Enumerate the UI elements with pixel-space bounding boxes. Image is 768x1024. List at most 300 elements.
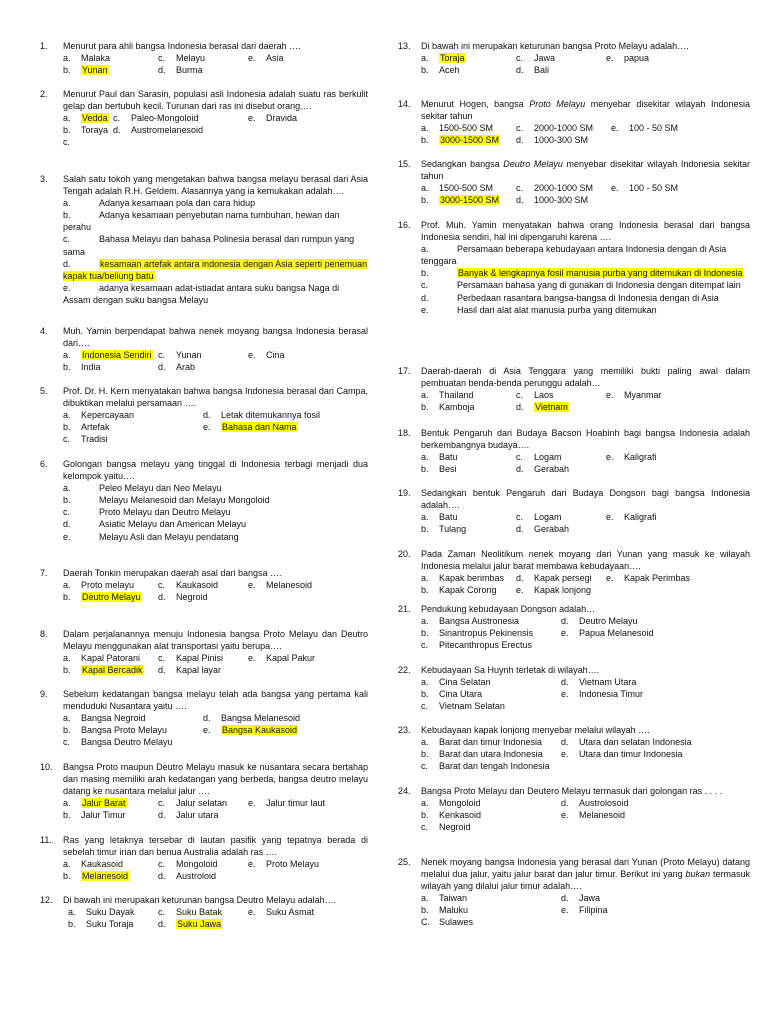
answer-option[interactable] bbox=[516, 52, 555, 64]
answer-option[interactable] bbox=[516, 463, 569, 475]
answer-option[interactable] bbox=[516, 523, 569, 535]
option-row bbox=[63, 282, 368, 306]
option-text: Suku Asmat bbox=[266, 907, 315, 918]
option-letter: b. bbox=[421, 689, 429, 700]
highlighted-answer: 3000-1500 SM bbox=[440, 135, 500, 146]
answer-option[interactable] bbox=[68, 906, 135, 918]
answer-option[interactable] bbox=[158, 918, 222, 930]
answer-option[interactable] bbox=[63, 433, 108, 445]
answer-option[interactable] bbox=[63, 198, 255, 208]
option-text: papua bbox=[624, 53, 650, 64]
option-text: Arab bbox=[176, 362, 196, 373]
option-text: Melanesoid bbox=[579, 810, 626, 821]
option-text: Kepercayaan bbox=[81, 410, 135, 421]
answer-option[interactable] bbox=[421, 615, 519, 627]
question-number: 18. bbox=[398, 428, 411, 438]
answer-option[interactable] bbox=[421, 904, 468, 916]
option-text: Proto melayu bbox=[81, 580, 135, 591]
option-text: Vietnam Utara bbox=[579, 677, 637, 688]
option-letter: a. bbox=[63, 198, 71, 209]
answer-option[interactable] bbox=[248, 906, 314, 918]
option-row bbox=[63, 209, 368, 233]
answer-option[interactable] bbox=[158, 870, 216, 882]
answer-option[interactable] bbox=[516, 182, 593, 194]
answer-option[interactable] bbox=[606, 52, 649, 64]
option-row bbox=[63, 858, 368, 870]
option-row bbox=[63, 591, 368, 603]
answer-option[interactable] bbox=[421, 134, 500, 146]
option-letter: b. bbox=[421, 464, 429, 475]
question-item bbox=[40, 567, 368, 603]
option-letter: d. bbox=[516, 195, 524, 206]
option-letter: a. bbox=[63, 713, 71, 724]
answer-option[interactable] bbox=[561, 748, 683, 760]
answer-option[interactable] bbox=[63, 409, 134, 421]
answer-options bbox=[421, 451, 750, 475]
option-row bbox=[63, 52, 368, 64]
answer-option[interactable] bbox=[421, 194, 500, 206]
answer-option[interactable] bbox=[516, 389, 554, 401]
answer-option[interactable] bbox=[63, 210, 340, 232]
option-letter: b. bbox=[63, 725, 71, 736]
answer-option[interactable] bbox=[63, 495, 270, 505]
answer-option[interactable] bbox=[63, 797, 127, 809]
answer-option[interactable] bbox=[63, 591, 142, 603]
answer-option[interactable] bbox=[158, 64, 203, 76]
answer-option[interactable] bbox=[158, 349, 202, 361]
option-text: Bali bbox=[534, 65, 550, 76]
option-text: Mongoloid bbox=[439, 798, 481, 809]
highlighted-answer: Suku Jawa bbox=[177, 919, 222, 930]
option-row bbox=[63, 349, 368, 361]
option-letter: d. bbox=[561, 737, 569, 748]
answer-option[interactable] bbox=[421, 916, 473, 928]
question-stem: Pendukung kebudayaan Dongson adalah… bbox=[421, 604, 596, 614]
option-text: Asia bbox=[266, 53, 284, 64]
highlighted-answer: Vietnam bbox=[535, 402, 568, 413]
answer-option[interactable] bbox=[421, 280, 741, 290]
option-row bbox=[63, 870, 368, 882]
question-number: 5. bbox=[40, 386, 48, 396]
question-stem: Daerah-daerah di Asia Tenggara yang memiliki bukti paling awal dalam pembuatan benda-benda perunggu adalah… bbox=[421, 366, 750, 389]
answer-options bbox=[421, 736, 750, 772]
answer-option[interactable] bbox=[158, 797, 227, 809]
answer-option[interactable] bbox=[421, 244, 726, 266]
answer-option[interactable] bbox=[516, 572, 592, 584]
question-item bbox=[40, 894, 368, 930]
answer-option[interactable] bbox=[248, 112, 297, 124]
answer-option[interactable] bbox=[516, 401, 569, 413]
answer-option[interactable] bbox=[421, 639, 532, 651]
option-letter: e. bbox=[611, 183, 619, 194]
answer-option[interactable] bbox=[606, 511, 657, 523]
option-text: Proto Melayu dan Deutro Melayu bbox=[99, 507, 231, 518]
answer-option[interactable] bbox=[63, 724, 167, 736]
answer-option[interactable] bbox=[421, 892, 467, 904]
answer-option[interactable] bbox=[63, 809, 126, 821]
option-text: Barat dan utara Indonesia bbox=[439, 749, 543, 760]
answer-option[interactable] bbox=[561, 627, 654, 639]
answer-option[interactable] bbox=[248, 579, 312, 591]
option-row bbox=[421, 627, 750, 639]
option-text: Jalur timur laut bbox=[266, 798, 326, 809]
answer-option[interactable] bbox=[561, 676, 636, 688]
question-stem: Kebudayaan Sa Huynh terletak di wilayah…. bbox=[421, 665, 600, 675]
answer-option[interactable] bbox=[63, 64, 109, 76]
option-text: Austrolosoid bbox=[579, 798, 629, 809]
option-text: Melanesoid bbox=[266, 580, 313, 591]
option-text: Logam bbox=[534, 512, 562, 523]
answer-option[interactable] bbox=[421, 688, 482, 700]
option-text: Negroid bbox=[176, 592, 208, 603]
answer-option[interactable] bbox=[421, 627, 533, 639]
answer-option[interactable] bbox=[63, 870, 129, 882]
answer-option[interactable] bbox=[248, 858, 319, 870]
option-row bbox=[63, 136, 368, 148]
answer-option[interactable] bbox=[63, 579, 134, 591]
option-text: Burma bbox=[176, 65, 203, 76]
stem-text: Nenek moyang bangsa Indonesia yang berasal dari Yunan (Proto Melayu) datang melalui dua jalur, yaitu jalur barat dan jalur timur. Berikut ini yang bbox=[421, 857, 750, 880]
option-text: Laos bbox=[534, 390, 554, 401]
option-row bbox=[63, 197, 368, 209]
option-letter: d. bbox=[203, 410, 211, 421]
question-item bbox=[40, 628, 368, 676]
option-letter: e. bbox=[248, 113, 256, 124]
highlighted-answer: Bangsa Kaukasoid bbox=[222, 725, 298, 736]
option-row bbox=[63, 482, 368, 494]
option-text: Kapak berimbas bbox=[439, 573, 505, 584]
question-stem: Bangsa Proto Melayu dan Deutero Melayu termasuk dari golongan ras . . . . bbox=[421, 786, 723, 796]
option-letter: b. bbox=[63, 495, 71, 506]
option-row bbox=[421, 182, 750, 194]
option-text: Jawa bbox=[579, 893, 601, 904]
answer-option[interactable] bbox=[248, 52, 284, 64]
option-letter: a. bbox=[421, 244, 429, 255]
answer-option[interactable] bbox=[421, 401, 475, 413]
option-row bbox=[421, 267, 750, 279]
answer-option[interactable] bbox=[158, 906, 222, 918]
answer-option[interactable] bbox=[611, 182, 678, 194]
answer-option[interactable] bbox=[421, 700, 505, 712]
answer-option[interactable] bbox=[561, 797, 629, 809]
option-letter: b. bbox=[421, 810, 429, 821]
question-stem: Sedangkan bentuk Pengaruh dari Budaya Dongson bagi bangsa Indonesia adalah…. bbox=[421, 488, 750, 511]
answer-option[interactable] bbox=[63, 112, 109, 124]
answer-option[interactable] bbox=[516, 122, 593, 134]
answer-option[interactable] bbox=[516, 64, 549, 76]
answer-option[interactable] bbox=[516, 584, 591, 596]
answer-option[interactable] bbox=[113, 112, 199, 124]
option-letter: a. bbox=[421, 512, 429, 523]
highlighted-answer: Toraja bbox=[440, 53, 465, 64]
question-item bbox=[398, 219, 750, 316]
highlighted-answer: Deutro Melayu bbox=[82, 592, 141, 603]
answer-option[interactable] bbox=[421, 511, 458, 523]
question-stem: Di bawah ini merupakan keturunan bangsa Deutro Melayu adalah…. bbox=[63, 895, 337, 905]
answer-option[interactable] bbox=[63, 234, 354, 256]
option-letter: e. bbox=[561, 628, 569, 639]
option-letter: b. bbox=[63, 362, 71, 373]
answer-option[interactable] bbox=[203, 724, 298, 736]
option-text: 2000-1000 SM bbox=[534, 183, 594, 194]
answer-option[interactable] bbox=[421, 748, 543, 760]
option-text: Bahasa Melayu dan bahasa Polinesia berasal dari rumpun yang sama bbox=[63, 234, 355, 257]
answer-option[interactable] bbox=[421, 52, 466, 64]
option-text: Utara dan selatan Indonesia bbox=[579, 737, 692, 748]
answer-option[interactable] bbox=[63, 124, 108, 136]
answer-option[interactable] bbox=[158, 361, 195, 373]
answer-option[interactable] bbox=[421, 64, 460, 76]
option-text: Kapak Perimbas bbox=[624, 573, 691, 584]
answer-option[interactable] bbox=[561, 809, 625, 821]
answer-option[interactable] bbox=[113, 124, 203, 136]
option-letter: c. bbox=[158, 53, 166, 64]
answer-option[interactable] bbox=[63, 712, 146, 724]
option-letter: a. bbox=[421, 798, 429, 809]
option-letter: e. bbox=[203, 422, 211, 433]
option-letter: d. bbox=[158, 919, 166, 930]
option-text: Sinantropus Pekinensis bbox=[439, 628, 534, 639]
option-letter: c. bbox=[113, 113, 121, 124]
question-item bbox=[40, 88, 368, 148]
question-number: 4. bbox=[40, 326, 48, 336]
answer-option[interactable] bbox=[158, 579, 218, 591]
option-text: Melayu Melanesoid dan Melayu Mongoloid bbox=[99, 495, 270, 506]
answer-option[interactable] bbox=[63, 259, 367, 281]
answer-option[interactable] bbox=[516, 194, 588, 206]
answer-option[interactable] bbox=[421, 797, 481, 809]
highlighted-answer: Bahasa dan Nama bbox=[222, 422, 297, 433]
answer-option[interactable] bbox=[561, 892, 600, 904]
option-letter: a. bbox=[63, 653, 71, 664]
option-letter: e. bbox=[421, 304, 429, 315]
answer-option[interactable] bbox=[203, 421, 298, 433]
highlighted-answer: Indonesia Sendiri bbox=[82, 350, 152, 361]
stem-emphasis: Proto Melayu bbox=[529, 99, 586, 109]
answer-option[interactable] bbox=[516, 511, 562, 523]
option-row bbox=[421, 243, 750, 267]
answer-option[interactable] bbox=[516, 134, 588, 146]
answer-option[interactable] bbox=[421, 122, 493, 134]
answer-option[interactable] bbox=[421, 451, 458, 463]
option-letter: b. bbox=[421, 524, 429, 535]
option-text: Persamaan beberapa kebudayaan antara Indonesia dengan di Asia tenggara bbox=[421, 244, 727, 267]
answer-option[interactable] bbox=[63, 136, 81, 148]
answer-option[interactable] bbox=[611, 122, 678, 134]
option-letter: d. bbox=[203, 713, 211, 724]
option-text: 2000-1000 SM bbox=[534, 123, 594, 134]
question-stem bbox=[421, 98, 750, 122]
answer-option[interactable] bbox=[248, 652, 315, 664]
option-row bbox=[63, 421, 368, 433]
answer-option[interactable] bbox=[158, 591, 208, 603]
option-text: Cina bbox=[266, 350, 285, 361]
option-letter: c. bbox=[63, 737, 71, 748]
option-letter: d. bbox=[516, 65, 524, 76]
option-letter: d. bbox=[561, 677, 569, 688]
answer-option[interactable] bbox=[421, 676, 491, 688]
answer-option[interactable] bbox=[248, 797, 325, 809]
answer-option[interactable] bbox=[421, 305, 657, 315]
option-text: Cina Utara bbox=[439, 689, 483, 700]
answer-option[interactable] bbox=[68, 918, 133, 930]
answer-option[interactable] bbox=[63, 652, 140, 664]
answer-options bbox=[63, 906, 368, 930]
question-number: 16. bbox=[398, 220, 411, 230]
answer-option[interactable] bbox=[63, 361, 101, 373]
answer-option[interactable] bbox=[561, 736, 692, 748]
option-letter: e. bbox=[248, 350, 256, 361]
highlighted-answer: 3000-1500 SM bbox=[440, 195, 500, 206]
option-text: Kapak persegi bbox=[534, 573, 592, 584]
answer-option[interactable] bbox=[421, 809, 481, 821]
answer-option[interactable] bbox=[158, 664, 221, 676]
answer-option[interactable] bbox=[561, 688, 643, 700]
option-text: Pitecanthropus Erectus bbox=[439, 640, 533, 651]
answer-options bbox=[421, 797, 750, 833]
question-item bbox=[398, 487, 750, 535]
question-item bbox=[398, 40, 750, 76]
option-letter: a. bbox=[421, 183, 429, 194]
highlighted-answer: kesamaan artefak antara indonesia dengan Asia seperti penemuan kapak tua/beliung batu bbox=[63, 258, 368, 281]
option-letter: c. bbox=[421, 280, 429, 291]
answer-option[interactable] bbox=[421, 463, 457, 475]
question-number: 22. bbox=[398, 665, 411, 675]
answer-option[interactable] bbox=[421, 523, 466, 535]
answer-option[interactable] bbox=[63, 283, 339, 305]
option-letter: a. bbox=[63, 410, 71, 421]
option-row bbox=[421, 821, 750, 833]
answer-option[interactable] bbox=[63, 519, 246, 529]
question-item bbox=[40, 40, 368, 76]
answer-option[interactable] bbox=[606, 572, 690, 584]
option-letter: b. bbox=[63, 665, 71, 676]
option-text: 1000-300 SM bbox=[534, 135, 589, 146]
answer-options bbox=[421, 615, 750, 651]
answer-option[interactable] bbox=[421, 268, 744, 278]
option-letter: d. bbox=[516, 573, 524, 584]
answer-option[interactable] bbox=[63, 52, 110, 64]
option-letter: b. bbox=[63, 125, 71, 136]
option-text: Yunan bbox=[176, 350, 202, 361]
option-text: Kamboja bbox=[439, 402, 475, 413]
option-letter: a. bbox=[421, 452, 429, 463]
answer-options bbox=[421, 389, 750, 413]
answer-option[interactable] bbox=[606, 389, 662, 401]
question-stem: Menurut Paul dan Sarasin, populasi asli Indonesia adalah suatu ras berkulit gelap dan bertubuh kecil. Turunan dari ras ini disebut orang…. bbox=[63, 89, 368, 112]
option-letter: d. bbox=[561, 893, 569, 904]
option-text: Kaligrafi bbox=[624, 512, 657, 523]
option-letter: a. bbox=[421, 573, 429, 584]
answer-option[interactable] bbox=[158, 52, 205, 64]
option-row bbox=[421, 122, 750, 134]
option-text: Bangsa Negroid bbox=[81, 713, 146, 724]
option-text: Kenkasoid bbox=[439, 810, 482, 821]
option-letter: a. bbox=[63, 483, 71, 494]
option-letter: c. bbox=[516, 53, 524, 64]
option-row bbox=[421, 584, 750, 596]
option-text: Papua Melanesoid bbox=[579, 628, 654, 639]
question-item bbox=[398, 427, 750, 475]
answer-options bbox=[63, 409, 368, 445]
answer-option[interactable] bbox=[421, 584, 497, 596]
answer-option[interactable] bbox=[63, 736, 173, 748]
option-letter: a. bbox=[421, 53, 429, 64]
question-stem: Muh. Yamin berpendapat bahwa nenek moyang bangsa Indonesia berasal dari…. bbox=[63, 326, 368, 349]
answer-option[interactable] bbox=[63, 421, 110, 433]
option-text: Kaukasoid bbox=[81, 859, 124, 870]
option-row bbox=[63, 652, 368, 664]
option-letter: b. bbox=[63, 810, 71, 821]
question-number: 15. bbox=[398, 159, 411, 169]
option-text: adanya kesamaan adat-istiadat antara suku bangsa Naga di Assam dengan suku bangsa Melayu bbox=[63, 282, 340, 305]
option-row bbox=[421, 292, 750, 304]
question-number: 7. bbox=[40, 568, 48, 578]
option-row bbox=[421, 572, 750, 584]
option-text: Barat dan timur Indonesia bbox=[439, 737, 543, 748]
option-text: Adanya kesamaan penyebutan nama tumbuhan, hewan dan perahu bbox=[63, 210, 340, 233]
answer-option[interactable] bbox=[421, 760, 550, 772]
answer-option[interactable] bbox=[421, 572, 504, 584]
answer-option[interactable] bbox=[248, 349, 285, 361]
answer-option[interactable] bbox=[561, 904, 608, 916]
option-letter: b. bbox=[421, 195, 429, 206]
answer-option[interactable] bbox=[158, 652, 223, 664]
answer-option[interactable] bbox=[421, 389, 474, 401]
option-text: Dravida bbox=[266, 113, 298, 124]
answer-option[interactable] bbox=[63, 532, 239, 542]
answer-option[interactable] bbox=[63, 664, 144, 676]
answer-options bbox=[63, 858, 368, 882]
answer-option[interactable] bbox=[203, 712, 300, 724]
answer-option[interactable] bbox=[203, 409, 320, 421]
answer-option[interactable] bbox=[421, 736, 542, 748]
answer-option[interactable] bbox=[63, 349, 153, 361]
answer-option[interactable] bbox=[421, 293, 719, 303]
question-stem: Di bawah ini merupakan keturunan bangsa Proto Melayu adalah…. bbox=[421, 41, 689, 51]
option-text: Aceh bbox=[439, 65, 460, 76]
answer-options bbox=[421, 511, 750, 535]
answer-option[interactable] bbox=[421, 821, 471, 833]
option-letter: a. bbox=[63, 53, 71, 64]
option-letter: b. bbox=[63, 592, 71, 603]
stem-text: Menurut Hogen, bangsa bbox=[421, 99, 530, 109]
answer-option[interactable] bbox=[606, 451, 657, 463]
question-stem bbox=[421, 856, 750, 892]
option-text: Kaukasoid bbox=[176, 580, 219, 591]
option-row bbox=[421, 809, 750, 821]
answer-option[interactable] bbox=[421, 182, 493, 194]
option-text: Bangsa Austronesia bbox=[439, 616, 520, 627]
option-row bbox=[421, 892, 750, 904]
answer-options bbox=[421, 52, 750, 76]
answer-option[interactable] bbox=[561, 615, 638, 627]
option-text: Melayu bbox=[176, 53, 206, 64]
answer-option[interactable] bbox=[63, 483, 222, 493]
option-letter: e. bbox=[516, 585, 524, 596]
answer-options bbox=[63, 652, 368, 676]
question-stem: Kebudayaan kapak lonjong menyebar melalui wilayah …. bbox=[421, 725, 650, 735]
answer-option[interactable] bbox=[63, 858, 123, 870]
option-letter: e. bbox=[248, 580, 256, 591]
option-text: 100 - 50 SM bbox=[629, 123, 679, 134]
option-row bbox=[421, 639, 750, 651]
answer-option[interactable] bbox=[158, 858, 218, 870]
answer-option[interactable] bbox=[158, 809, 219, 821]
answer-option[interactable] bbox=[516, 451, 562, 463]
answer-option[interactable] bbox=[63, 507, 231, 517]
option-letter: b. bbox=[421, 749, 429, 760]
